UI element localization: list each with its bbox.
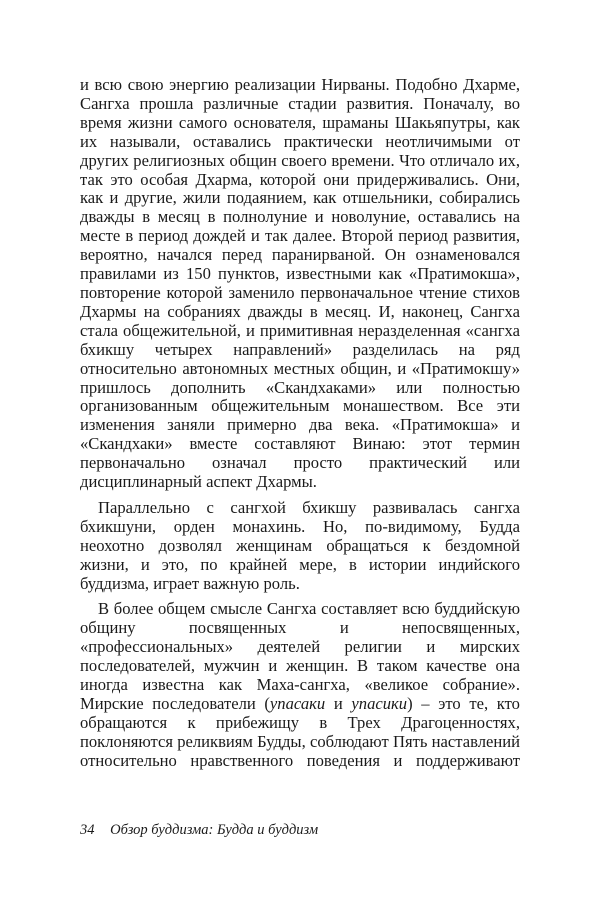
text-line: последователей, мужчин и женщин. В таком качестве она	[80, 656, 520, 676]
text-line: изменения заняли примерно два века. «Пратимокша» и	[80, 415, 520, 435]
text-line: «Скандхаки» вместе составляют Винаю: этот термин	[80, 434, 520, 454]
text-line: повторение которой заменило первоначальное чтение стихов	[80, 282, 520, 302]
text-line: относительно нравственного поведения и поддерживают	[80, 750, 520, 770]
text-line: В более общем смысле Сангха составляет всю буддийскую	[98, 599, 520, 619]
text-line: их называли, оставались практически неотличимыми от	[80, 131, 520, 151]
text-line: первоначально означал просто практический или	[80, 453, 520, 473]
paragraph-3	[80, 600, 520, 770]
page-body	[80, 76, 520, 771]
emphasis-term: упасики	[351, 694, 408, 713]
text-line: месте в период дождей и так далее. Второй период развития,	[80, 226, 520, 246]
text-line: неохотно дозволял женщинам обращаться к бездомной	[80, 535, 520, 555]
text-line: Параллельно с сангхой бхикшу развивалась сангха	[98, 497, 520, 517]
page-footer	[80, 822, 318, 839]
text-line: иногда известна как Маха-сангха, «великое собрание».	[80, 675, 520, 695]
text-line: буддизма, играет важную роль.	[80, 573, 300, 593]
text-line: пришлось дополнить «Скандхаками» или полностью	[80, 377, 520, 397]
text-line: Дхармы на собраниях дважды в месяц. И, наконец, Сангха	[80, 301, 520, 321]
text-line-with-emphasis: Мирские последователи (упасаки и упасики) – это те, кто	[80, 694, 520, 713]
page-number: 34	[80, 822, 95, 838]
text-line: вероятно, начался перед паранирваной. Он ознаменовался	[80, 245, 520, 265]
text-line: организованным общежительным монашеством. Все эти	[80, 396, 520, 416]
text-line: обращаются к прибежищу в Трех Драгоценностях,	[80, 712, 520, 732]
text-line: жизни, и это, по крайней мере, в истории индийского	[80, 554, 520, 574]
text-line: так это особая Дхарма, которой они придерживались. Они,	[80, 169, 520, 189]
text-line: бхикшуни, орден монахинь. Но, по-видимому, Будда	[80, 516, 520, 536]
text-line: дважды в месяц в полнолуние и новолуние, оставались на	[80, 207, 520, 227]
text-line: «профессиональных» деятелей религии и мирских	[80, 637, 520, 657]
text-line: правилами из 150 пунктов, известными как «Пратимокша»,	[80, 264, 520, 284]
running-title: Обзор буддизма: Будда и буддизм	[110, 822, 319, 838]
text-line: других религиозных общин своего времени. Что отличало их,	[80, 150, 520, 170]
text-line: бхикшу четырех направлений» разделилась на ряд	[80, 339, 520, 359]
text-line: как и другие, жили подаянием, как отшельники, собирались	[80, 188, 520, 208]
text-line: дисциплинарный аспект Дхармы.	[80, 472, 317, 492]
text-line: Сангха прошла различные стадии развития. Поначалу, во	[80, 93, 520, 113]
text-line: стала общежительной, и примитивная неразделенная «сангха	[80, 320, 520, 340]
text-line: и всю свою энергию реализации Нирваны. Подобно Дхарме,	[80, 75, 520, 94]
text-line: поклоняются реликвиям Будды, соблюдают Пять наставлений	[80, 731, 520, 751]
text-line: общину посвященных и непосвященных,	[80, 618, 520, 638]
paragraph-2	[80, 499, 520, 594]
paragraph-1	[80, 76, 520, 492]
text-line: время жизни самого основателя, шраманы Шакьяпутры, как	[80, 112, 520, 132]
text-line: относительно автономных местных общин, и «Пратимокшу»	[80, 358, 520, 378]
emphasis-term: упасаки	[269, 694, 326, 713]
